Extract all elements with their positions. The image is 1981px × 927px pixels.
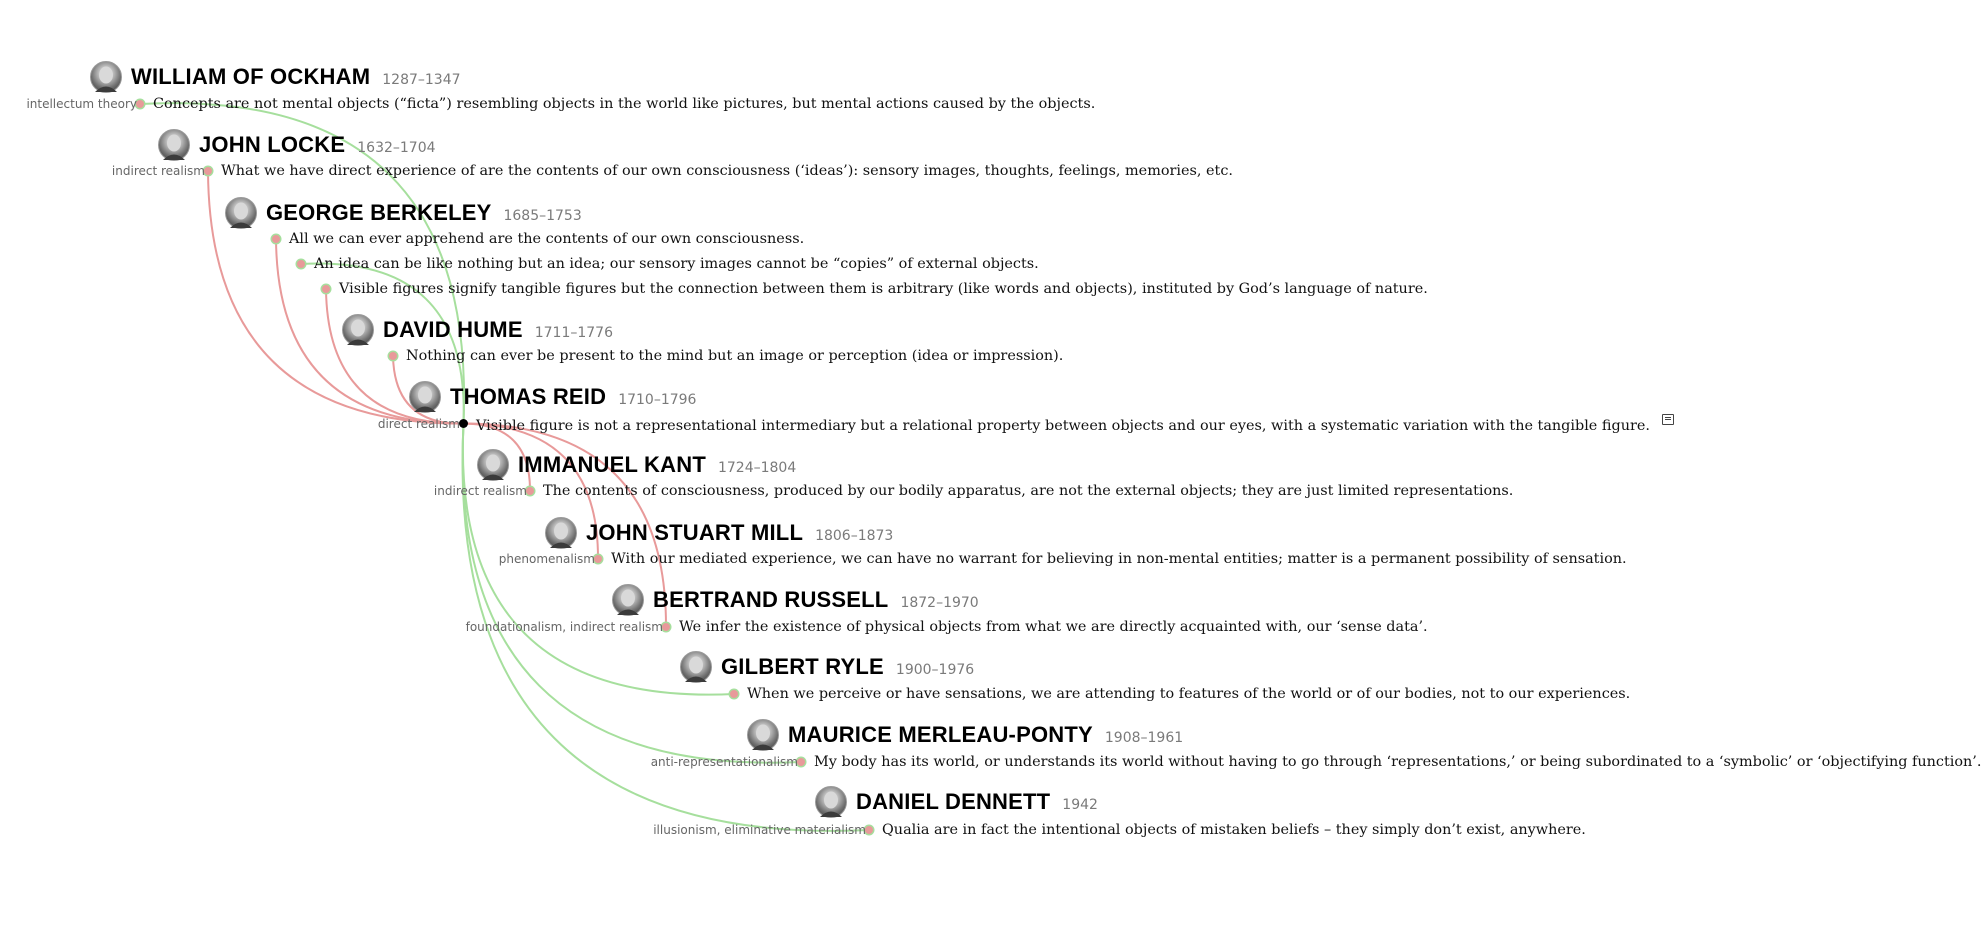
statement-node[interactable] bbox=[389, 352, 397, 360]
kant-portrait-icon bbox=[477, 449, 509, 481]
statement-node[interactable] bbox=[662, 623, 670, 631]
mill-portrait-icon bbox=[545, 517, 577, 549]
statement-node[interactable] bbox=[797, 758, 805, 766]
statement-text: My body has its world, or understands its world without having to go through ‘representations,’ or being subordinated to a ‘symbolic’ or ‘objectifying function’. bbox=[814, 754, 1981, 770]
philosopher-kant[interactable] bbox=[477, 448, 796, 482]
philosopher-name: BERTRAND RUSSELL bbox=[653, 587, 889, 612]
ryle-portrait-icon bbox=[680, 651, 712, 683]
philosopher-years: 1872–1970 bbox=[900, 595, 979, 611]
statement-text: The contents of consciousness, produced by our bodily apparatus, are not the external objects; they are just limited representations. bbox=[543, 483, 1514, 499]
philosopher-name: DAVID HUME bbox=[383, 317, 523, 342]
philosopher-name: GEORGE BERKELEY bbox=[266, 200, 492, 225]
statement-node[interactable] bbox=[272, 235, 280, 243]
philosopher-years: 1632–1704 bbox=[357, 140, 436, 156]
philosopher-locke[interactable] bbox=[158, 128, 436, 162]
statement-tag: phenomenalism bbox=[498, 552, 595, 566]
philosopher-berkeley[interactable] bbox=[225, 196, 582, 230]
statement-tag: intellectum theory bbox=[26, 97, 137, 111]
philosopher-name: GILBERT RYLE bbox=[721, 654, 884, 679]
statement-tag: indirect realism bbox=[433, 484, 527, 498]
statement-text: An idea can be like nothing but an idea; our sensory images cannot be “copies” of external objects. bbox=[314, 256, 1039, 272]
statement-text: All we can ever apprehend are the contents of our own consciousness. bbox=[289, 231, 805, 247]
dennett-portrait-icon bbox=[815, 786, 847, 818]
reid-portrait-icon bbox=[409, 381, 441, 413]
statement-text: Concepts are not mental objects (“ficta”) resembling objects in the world like pictures, but mental actions caused by the objects. bbox=[153, 96, 1096, 112]
philosopher-ryle[interactable] bbox=[680, 650, 974, 684]
philosopher-hume[interactable] bbox=[342, 313, 613, 347]
philosopher-years: 1685–1753 bbox=[503, 208, 582, 224]
statement-text: With our mediated experience, we can have no warrant for believing in non-mental entities; matter is a permanent possibility of sensation. bbox=[611, 551, 1627, 567]
hume-portrait-icon bbox=[342, 314, 374, 346]
philosopher-name: JOHN LOCKE bbox=[199, 132, 346, 157]
statement-text: Qualia are in fact the intentional objects of mistaken beliefs – they simply don’t exist, anywhere. bbox=[882, 822, 1586, 838]
philosopher-reid[interactable] bbox=[409, 380, 696, 414]
statement-tag: illusionism, eliminative materialism bbox=[653, 823, 866, 837]
statement-tag: indirect realism bbox=[111, 164, 205, 178]
statement-tag: anti-representationalism bbox=[650, 755, 798, 769]
statement-text: We infer the existence of physical objects from what we are directly acquainted with, our ‘sense data’. bbox=[679, 619, 1428, 635]
philosopher-years: 1806–1873 bbox=[815, 528, 894, 544]
ockham-portrait-icon bbox=[90, 61, 122, 93]
statement-tag: direct realism bbox=[377, 417, 460, 431]
philosopher-name: THOMAS REID bbox=[450, 384, 607, 409]
philosopher-merleau-ponty[interactable] bbox=[747, 718, 1183, 752]
statement-node[interactable] bbox=[322, 285, 330, 293]
statement-node[interactable] bbox=[594, 555, 602, 563]
philosopher-years: 1900–1976 bbox=[895, 662, 975, 678]
philosopher-name: JOHN STUART MILL bbox=[586, 520, 804, 545]
central-statement-node[interactable] bbox=[459, 419, 468, 428]
central-statement-text: Visible figure is not a representational intermediary but a relational property between objects and our eyes, with a systematic variation with the tangible figure. bbox=[476, 418, 1650, 434]
russell-portrait-icon bbox=[612, 584, 644, 616]
statement-text: When we perceive or have sensations, we are attending to features of the world or of our bodies, not to our experiences. bbox=[747, 686, 1631, 702]
statement-text bbox=[476, 414, 1674, 436]
statement-text: Visible figures signify tangible figures but the connection between them is arbitrary (like words and objects), instituted by God’s language of nature. bbox=[339, 281, 1428, 297]
philosopher-dennett[interactable] bbox=[815, 785, 1098, 819]
philosopher-years: 1287–1347 bbox=[382, 72, 461, 88]
berkeley-portrait-icon bbox=[225, 197, 257, 229]
philosopher-name: IMMANUEL KANT bbox=[518, 452, 706, 477]
statement-node[interactable] bbox=[730, 690, 738, 698]
statement-node[interactable] bbox=[204, 167, 212, 175]
book-icon[interactable] bbox=[1662, 414, 1674, 425]
statement-node[interactable] bbox=[526, 487, 534, 495]
statement-tag: foundationalism, indirect realism bbox=[465, 620, 663, 634]
statement-node[interactable] bbox=[865, 826, 873, 834]
philosopher-ockham[interactable] bbox=[90, 60, 461, 94]
philosopher-years: 1711–1776 bbox=[534, 325, 613, 341]
statement-text: What we have direct experience of are the contents of our own consciousness (‘ideas’): sensory images, thoughts, feelings, memories, etc. bbox=[221, 163, 1233, 179]
philosopher-russell[interactable] bbox=[612, 583, 979, 617]
philosopher-years: 1724–1804 bbox=[717, 460, 797, 476]
locke-portrait-icon bbox=[158, 129, 190, 161]
merleau-ponty-portrait-icon bbox=[747, 719, 779, 751]
philosopher-name: WILLIAM OF OCKHAM bbox=[131, 64, 371, 89]
statement-node[interactable] bbox=[136, 100, 144, 108]
philosopher-name: DANIEL DENNETT bbox=[856, 789, 1051, 814]
philosopher-mill[interactable] bbox=[545, 516, 893, 550]
philosopher-years: 1908–1961 bbox=[1104, 730, 1184, 746]
philosopher-name: MAURICE MERLEAU-PONTY bbox=[788, 722, 1093, 747]
statement-node[interactable] bbox=[297, 260, 305, 268]
statement-text: Nothing can ever be present to the mind but an image or perception (idea or impression). bbox=[406, 348, 1064, 364]
philosopher-years: 1710–1796 bbox=[618, 392, 697, 408]
philosopher-years: 1942 bbox=[1062, 797, 1098, 813]
